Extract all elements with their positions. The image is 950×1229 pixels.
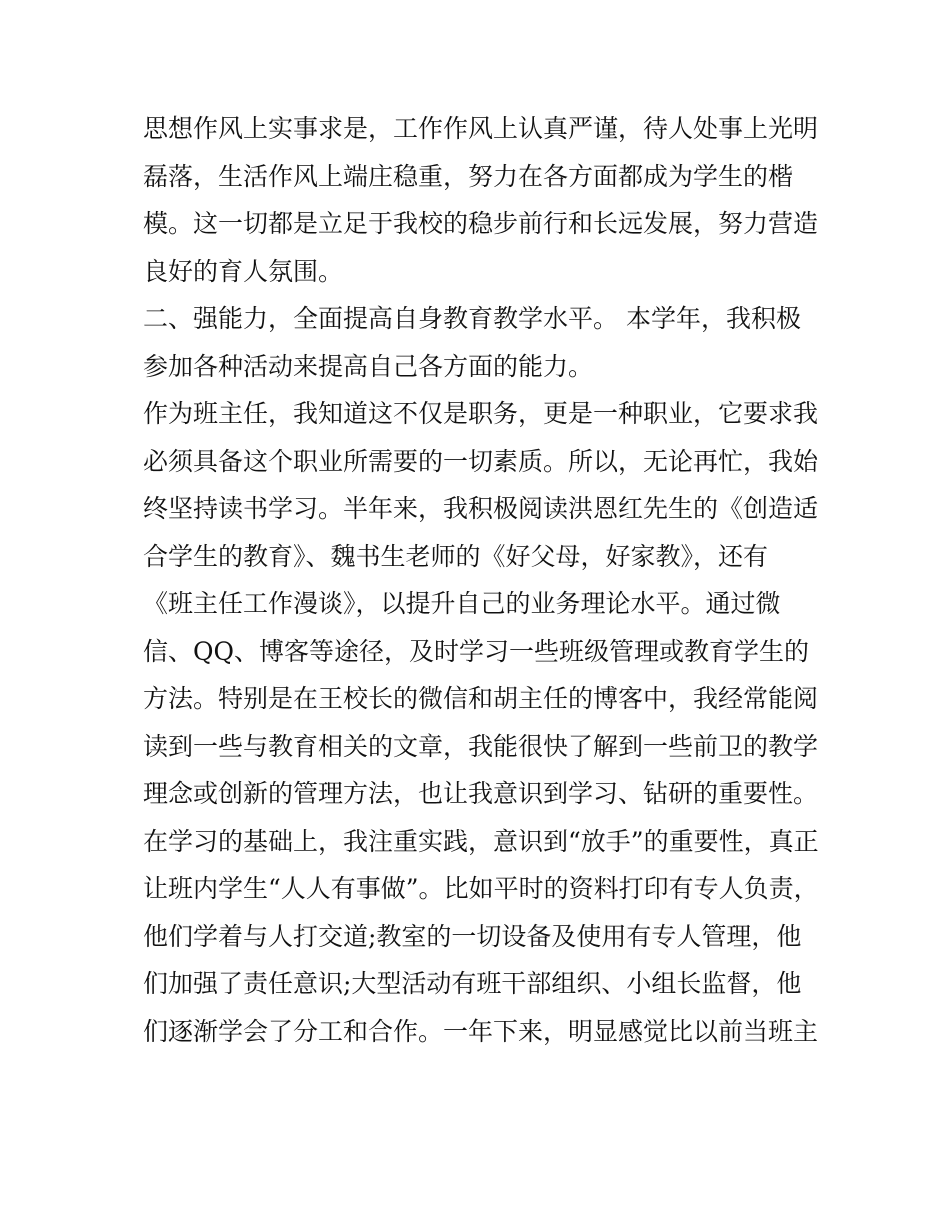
text-line: 他们学着与人打交道;教室的一切设备及使用有专人管理，他	[143, 921, 802, 951]
text-line: 磊落，生活作风上端庄稳重，努力在各方面都成为学生的楷	[143, 161, 794, 191]
text-line: 理念或创新的管理方法，也让我意识到学习、钻研的重要性。	[143, 779, 819, 808]
text-line: 在学习的基础上，我注重实践，意识到“放手”的重要性，真正	[143, 826, 819, 856]
text-line: 们加强了责任意识;大型活动有班干部组织、小组长监督，他	[143, 969, 802, 998]
text-line: 作为班主任，我知道这不仅是职务，更是一种职业，它要求我	[143, 399, 819, 428]
text-line: 读到一些与教育相关的文章，我能很快了解到一些前卫的教学	[143, 731, 819, 761]
text-line: 模。这一切都是立足于我校的稳步前行和长远发展，努力营造	[143, 209, 819, 238]
text-line: 们逐渐学会了分工和合作。一年下来，明显感觉比以前当班主	[143, 1016, 819, 1046]
text-line: 《班主任工作漫谈》，以提升自己的业务理论水平。通过微	[143, 589, 781, 618]
body-text	[143, 105, 823, 1055]
text-line: 信、QQ、博客等途径，及时学习一些班级管理或教育学生的	[143, 636, 809, 666]
text-line: 方法。特别是在王校长的微信和胡主任的博客中，我经常能阅	[143, 684, 819, 713]
text-line: 良好的育人氛围。	[143, 256, 344, 286]
text-line: 必须具备这个职业所需要的一切素质。所以，无论再忙，我始	[143, 446, 819, 476]
text-line: 合学生的教育》、魏书生老师的《好父母，好家教》，还有	[143, 541, 769, 571]
text-line: 让班内学生“人人有事做”。比如平时的资料打印有专人负责，	[143, 874, 819, 903]
text-line: 终坚持读书学习。半年来，我积极阅读洪恩红先生的《创造适	[143, 494, 819, 523]
section-heading-line: 二、强能力，全面提高自身教育教学水平。 本学年，我积极	[143, 304, 801, 333]
text-line: 参加各种活动来提高自己各方面的能力。	[143, 351, 594, 381]
text-line: 思想作风上实事求是，工作作风上认真严谨，待人处事上光明	[143, 114, 819, 143]
